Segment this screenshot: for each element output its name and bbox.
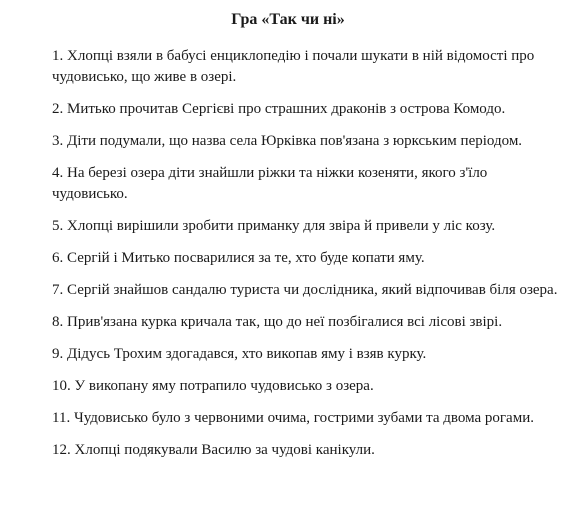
question-item-1: 1. Хлопці взяли в бабусі енциклопедію і почали шукати в ній відомості про чудовисько, що живе в озері. [52,48,535,85]
question-item-12: 12. Хлопці подякували Василю за чудові канікули. [52,442,375,458]
question-item-4: 4. На березі озера діти знайшли ріжки та ніжки козеняти, якого з'їло чудовисько. [52,165,488,202]
question-item-8: 8. Прив'язана курка кричала так, що до неї позбігалися всі лісові звірі. [52,314,503,330]
question-item-9: 9. Дідусь Трохим здогадався, хто викопав яму і взяв курку. [52,346,427,362]
question-item-6: 6. Сергій і Митько посварилися за те, хто буде копати яму. [52,250,425,266]
question-list [52,46,562,472]
document-title: Гра «Так чи ні» [231,11,345,28]
question-item-5: 5. Хлопці вирішили зробити приманку для звіра й привели у ліс козу. [52,218,496,234]
question-item-7: 7. Сергій знайшов сандалю туриста чи дослідника, який відпочивав біля озера. [52,282,558,298]
question-item-10: 10. У викопану яму потрапило чудовисько з озера. [52,378,374,394]
question-item-3: 3. Діти подумали, що назва села Юрківка пов'язана з юркським періодом. [52,133,523,149]
question-item-2: 2. Митько прочитав Сергієві про страшних драконів з острова Комодо. [52,101,506,117]
question-item-11: 11. Чудовисько було з червоними очима, гострими зубами та двома рогами. [52,410,534,426]
